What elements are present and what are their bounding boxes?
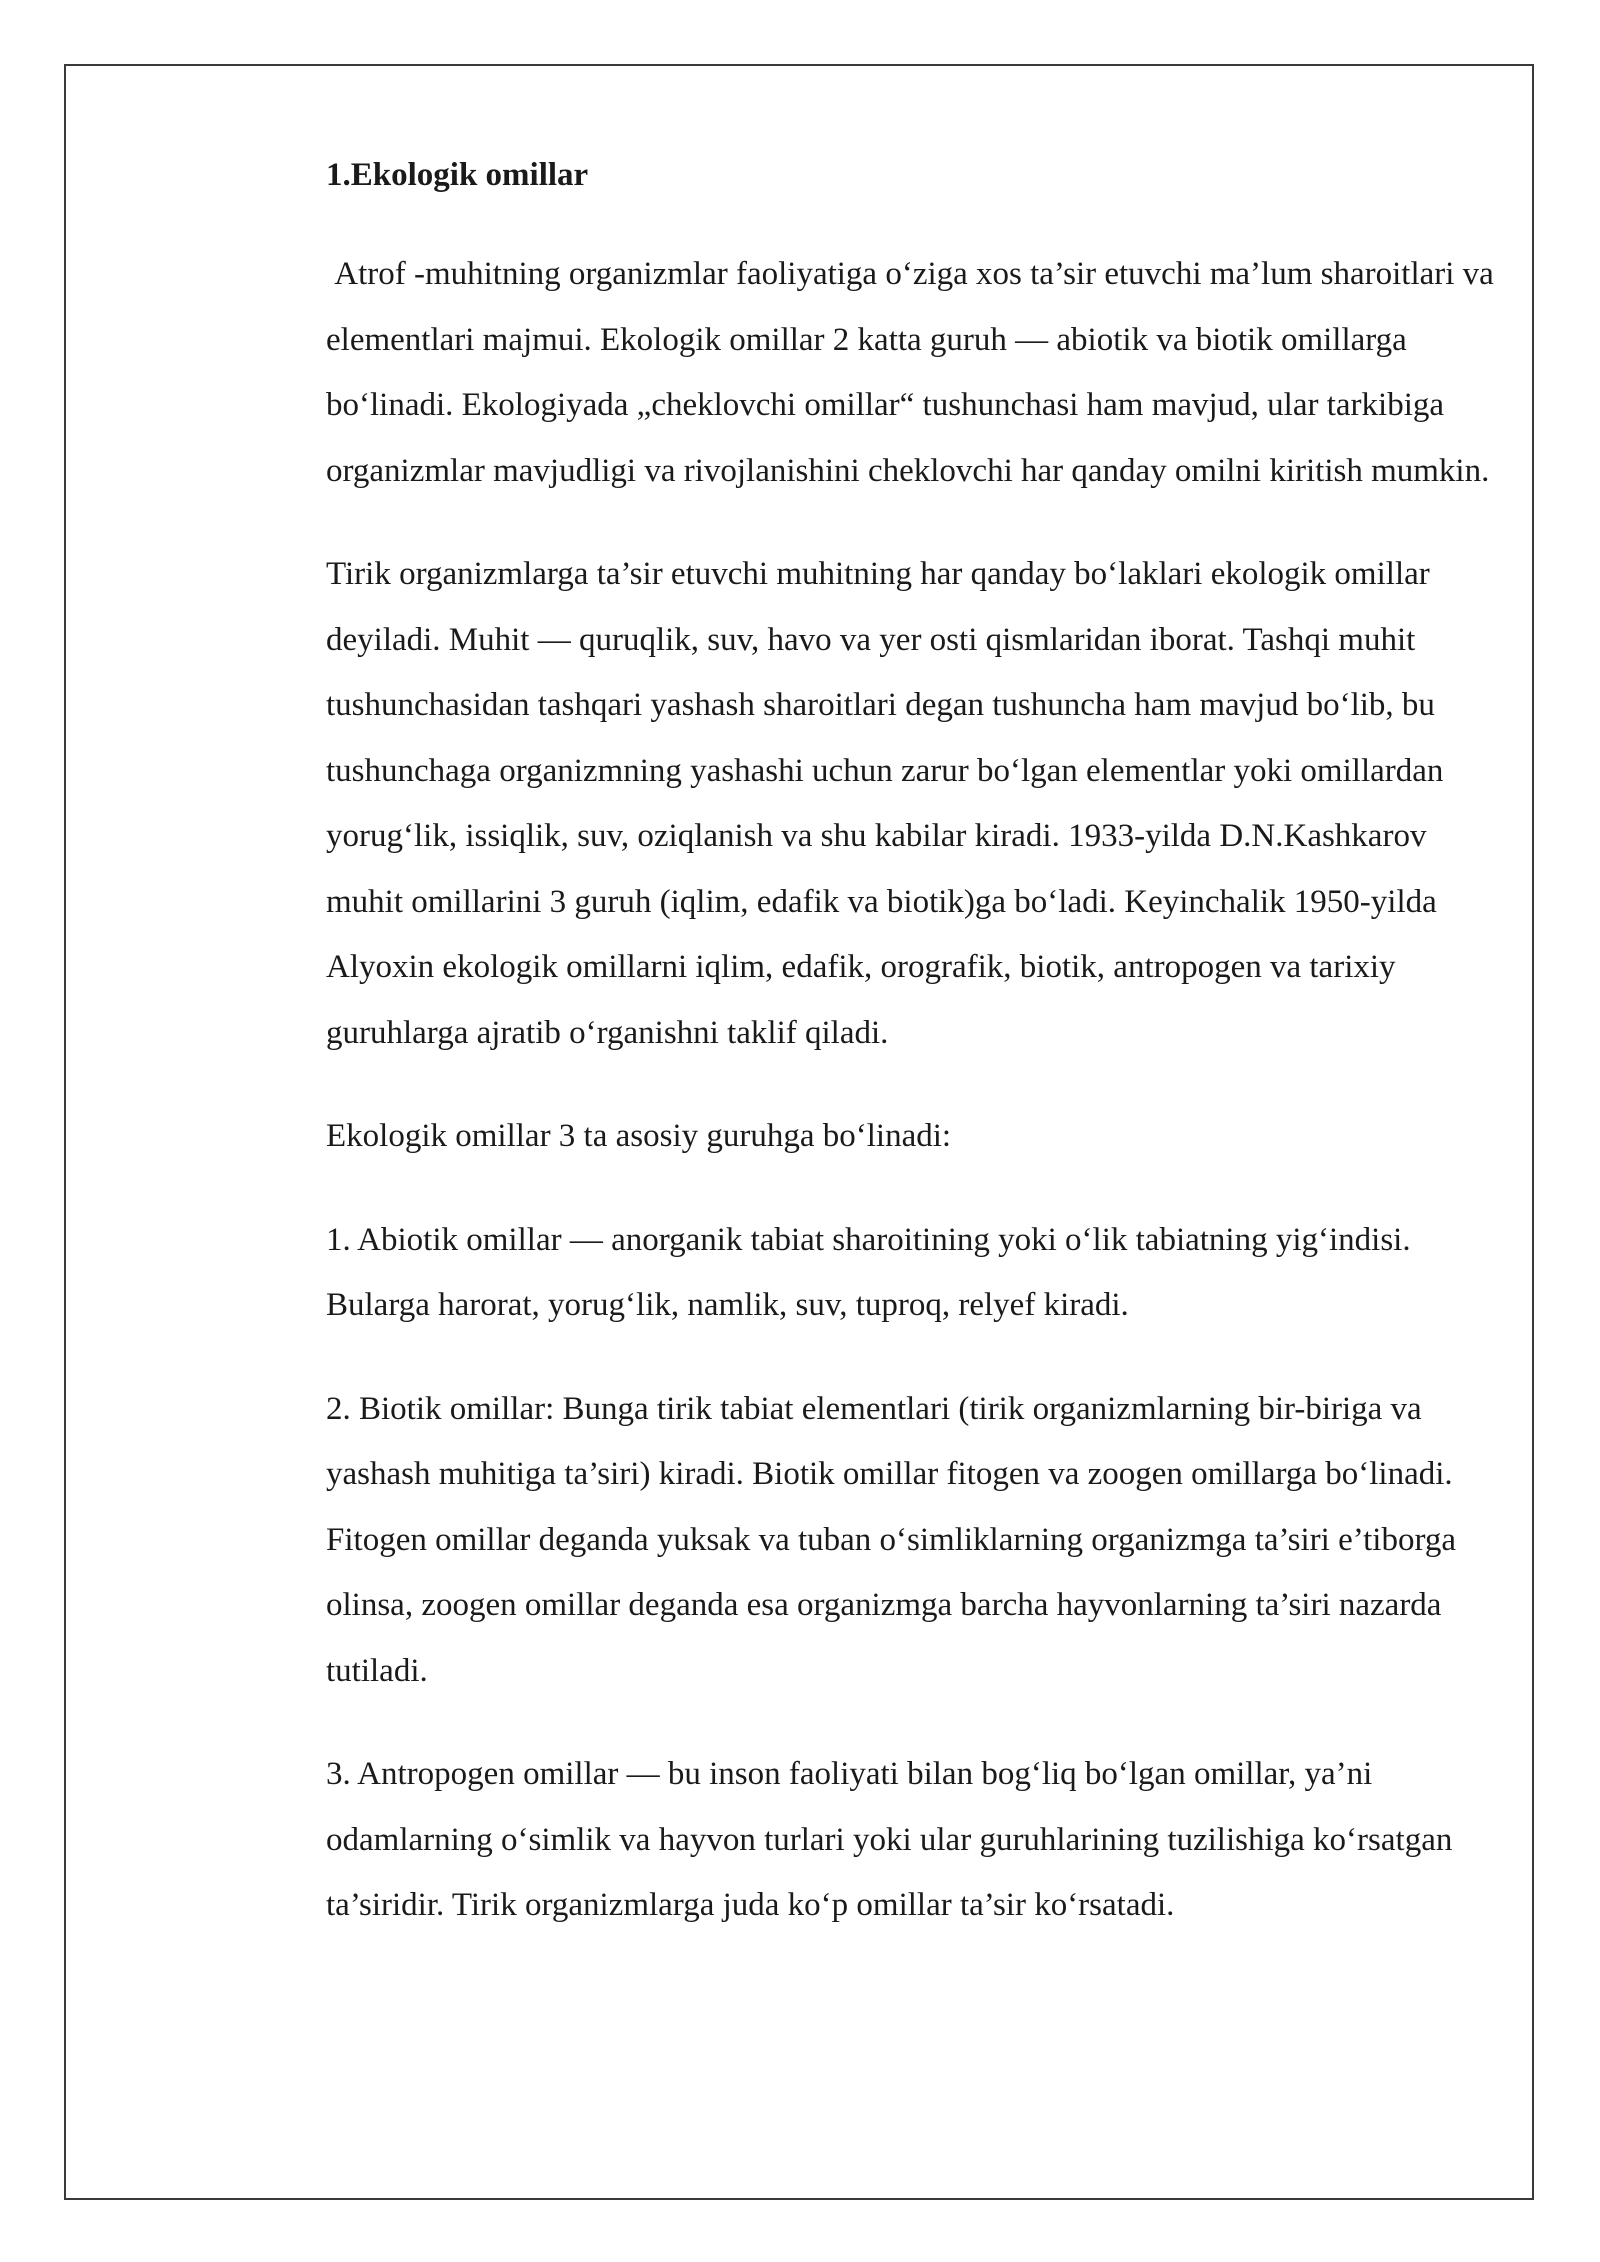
section-heading: 1.Ekologik omillar	[326, 157, 589, 193]
paragraph-environment: Tirik organizmlarga ta’sir etuvchi muhitning har qanday boʻlaklari ekologik omillar deyiladi. Muhit — quruqlik, suv, havo va yer osti qismlaridan iborat. Tashqi muhit tushunchasidan tashqari yashash sharoitlari degan tushuncha ham mavjud boʻlib, bu tushunchaga organizmning yashashi uchun zarur boʻlgan elementlar yoki omillardan yorugʻlik, issiqlik, suv, oziqlanish va shu kabilar kiradi. 1933-yilda D.N.Kashkarov muhit omillarini 3 guruh (iqlim, edafik va biotik)ga boʻladi. Keyinchalik 1950-yilda Alyoxin ekologik omillarni iqlim, edafik, orografik, biotik, antropogen va tarixiy guruhlarga ajratib oʻrganishni taklif qiladi.	[326, 556, 1444, 1051]
paragraph-anthropogenic: 3. Antropogen omillar — bu inson faoliyati bilan bogʻliq boʻlgan omillar, ya’ni odamlarning oʻsimlik va hayvon turlari yoki ular guruhlarining tuzilishiga koʻrsatgan ta’siridir. Tirik organizmlarga juda koʻp omillar ta’sir koʻrsatadi.	[326, 1756, 1453, 1923]
paragraph-definition: Atrof -muhitning organizmlar faoliyatiga oʻziga xos ta’sir etuvchi ma’lum sharoitlari va elementlari majmui. Ekologik omillar 2 katta guruh — abiotik va biotik omillarga boʻlinadi. Ekologiyada „cheklovchi omillar“ tushunchasi ham mavjud, ular tarkibiga organizmlar mavjudligi va rivojlanishini cheklovchi har qanday omilni kiritish mumkin.	[326, 256, 1503, 489]
paragraph-groups-intro: Ekologik omillar 3 ta asosiy guruhga boʻlinadi:	[326, 1118, 952, 1154]
paragraph-abiotic: 1. Abiotik omillar — anorganik tabiat sharoitining yoki oʻlik tabiatning yigʻindisi. Bularga harorat, yorugʻlik, namlik, suv, tuproq, relyef kiradi.	[326, 1221, 1411, 1323]
document-body	[326, 150, 1503, 1977]
paragraph-biotic: 2. Biotik omillar: Bunga tirik tabiat elementlari (tirik organizmlarning bir-biriga va yashash muhitiga ta’siri) kiradi. Biotik omillar fitogen va zoogen omillarga boʻlinadi. Fitogen omillar deganda yuksak va tuban oʻsimliklarning organizmga ta’siri e’tiborga olinsa, zoogen omillar deganda esa organizmga barcha hayvonlarning ta’siri nazarda tutiladi.	[326, 1390, 1457, 1689]
